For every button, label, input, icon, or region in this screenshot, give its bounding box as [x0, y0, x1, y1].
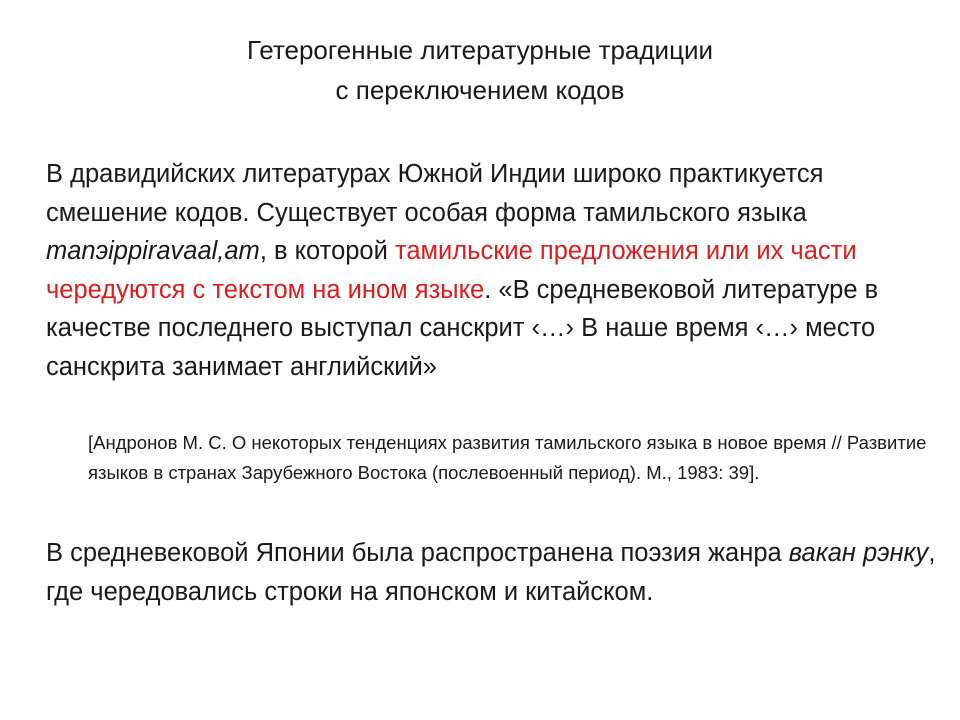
paragraph-dravidian-connector: , в которой [259, 237, 395, 265]
paragraph-dravidian [46, 155, 936, 386]
slide-title [0, 30, 960, 110]
slide-title-line-2: с переключением кодов [335, 75, 625, 105]
slide-title-line-1: Гетерогенные литературные традиции [246, 35, 714, 65]
paragraph-japan [46, 534, 936, 611]
highlighted-definition: тамильские предложения или их части чередуются с текстом на ином языке [46, 237, 857, 304]
quote-text: . «В средневековой литературе в качестве последнего выступал санскрит ‹…› В наше время ‹…› место санскрита занимает английский» [46, 275, 879, 381]
term-manipravalam: manэippiravaal,am [46, 237, 260, 265]
paragraph-japan-rest: , где чередовались строки на японском и китайском. [46, 539, 936, 606]
term-wakan-renku: вакан рэнку [788, 539, 929, 567]
paragraph-japan-lead: В средневековой Японии была распространена поэзия жанра [46, 539, 789, 567]
citation-reference: [Андронов М. С. О некоторых тенденциях развития тамильского языка в новое время // Развитие языков в странах Зарубежного Востока (послевоенный период). М., 1983: 39]. [88, 432, 927, 483]
paragraph-dravidian-lead: В дравидийских литературах Южной Индии широко практикуется смешение кодов. Существует особая форма тамильского языка [46, 160, 824, 227]
